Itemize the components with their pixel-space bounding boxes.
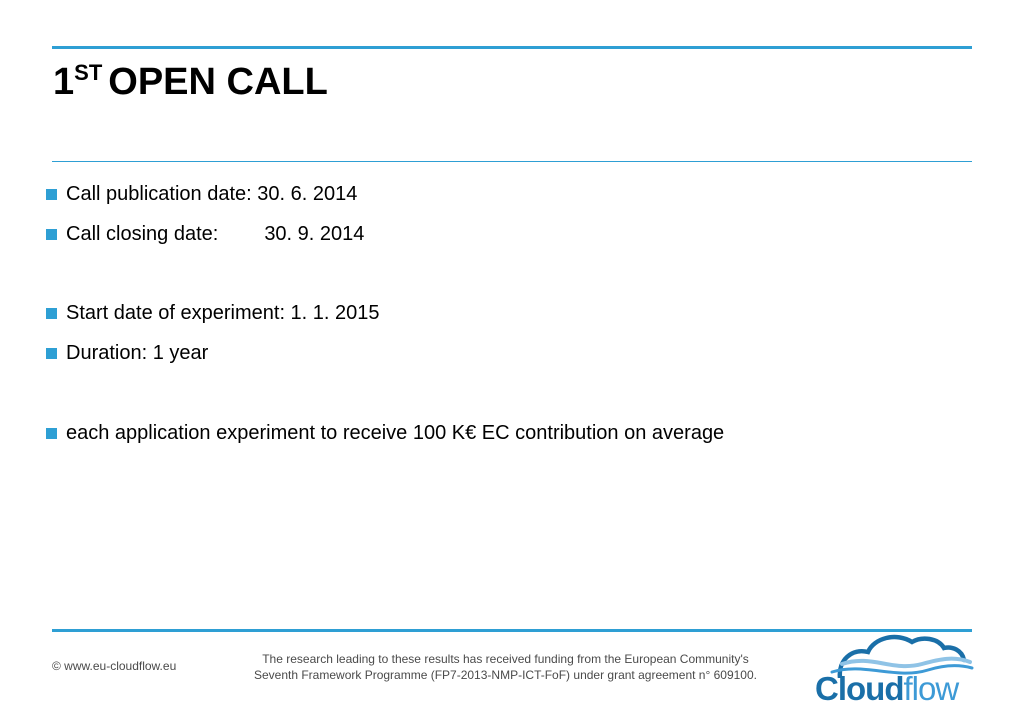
logo-text-strong: Cloud (815, 670, 904, 707)
bullet-square-icon (46, 229, 57, 240)
bullet-text: each application experiment to receive 100 K€ EC contribution on average (66, 422, 725, 444)
slide-title (53, 58, 328, 106)
title-text: OPEN CALL (108, 61, 328, 103)
bullet-text: Duration: 1 year (66, 342, 209, 364)
bullet-text: Start date of experiment: 1. 1. 2015 (66, 302, 380, 324)
title-bottom-rule (52, 161, 972, 162)
title-number: 1 (53, 61, 75, 103)
funding-line-1: The research leading to these results has received funding from the European Community's (262, 652, 749, 666)
bullet-start-date (46, 299, 380, 327)
bullet-square-icon (46, 348, 57, 359)
footer-rule (52, 629, 972, 632)
footer-website-link[interactable]: © www.eu-cloudflow.eu (52, 659, 177, 673)
title-top-rule (52, 46, 972, 49)
bullet-square-icon (46, 428, 57, 439)
logo-text-light: flow (903, 670, 959, 707)
bullet-publication-date (46, 180, 357, 208)
funding-line-2: Seventh Framework Programme (FP7-2013-NMP-ICT-FoF) under grant agreement n° 609100. (253, 668, 757, 682)
bullet-contribution (46, 419, 724, 447)
logo-wordmark (815, 672, 958, 706)
bullet-square-icon (46, 189, 57, 200)
bullet-duration (46, 339, 208, 367)
bullet-closing-date (46, 220, 364, 248)
title-superscript: ST (74, 60, 103, 85)
footer-funding-notice (218, 651, 793, 683)
bullet-value: 30. 9. 2014 (264, 223, 365, 245)
bullet-label: Call closing date: (66, 223, 219, 245)
cloudflow-logo (812, 634, 974, 706)
bullet-value: 30. 6. 2014 (257, 183, 358, 205)
bullet-label: Call publication date: (66, 183, 252, 205)
bullet-square-icon (46, 308, 57, 319)
